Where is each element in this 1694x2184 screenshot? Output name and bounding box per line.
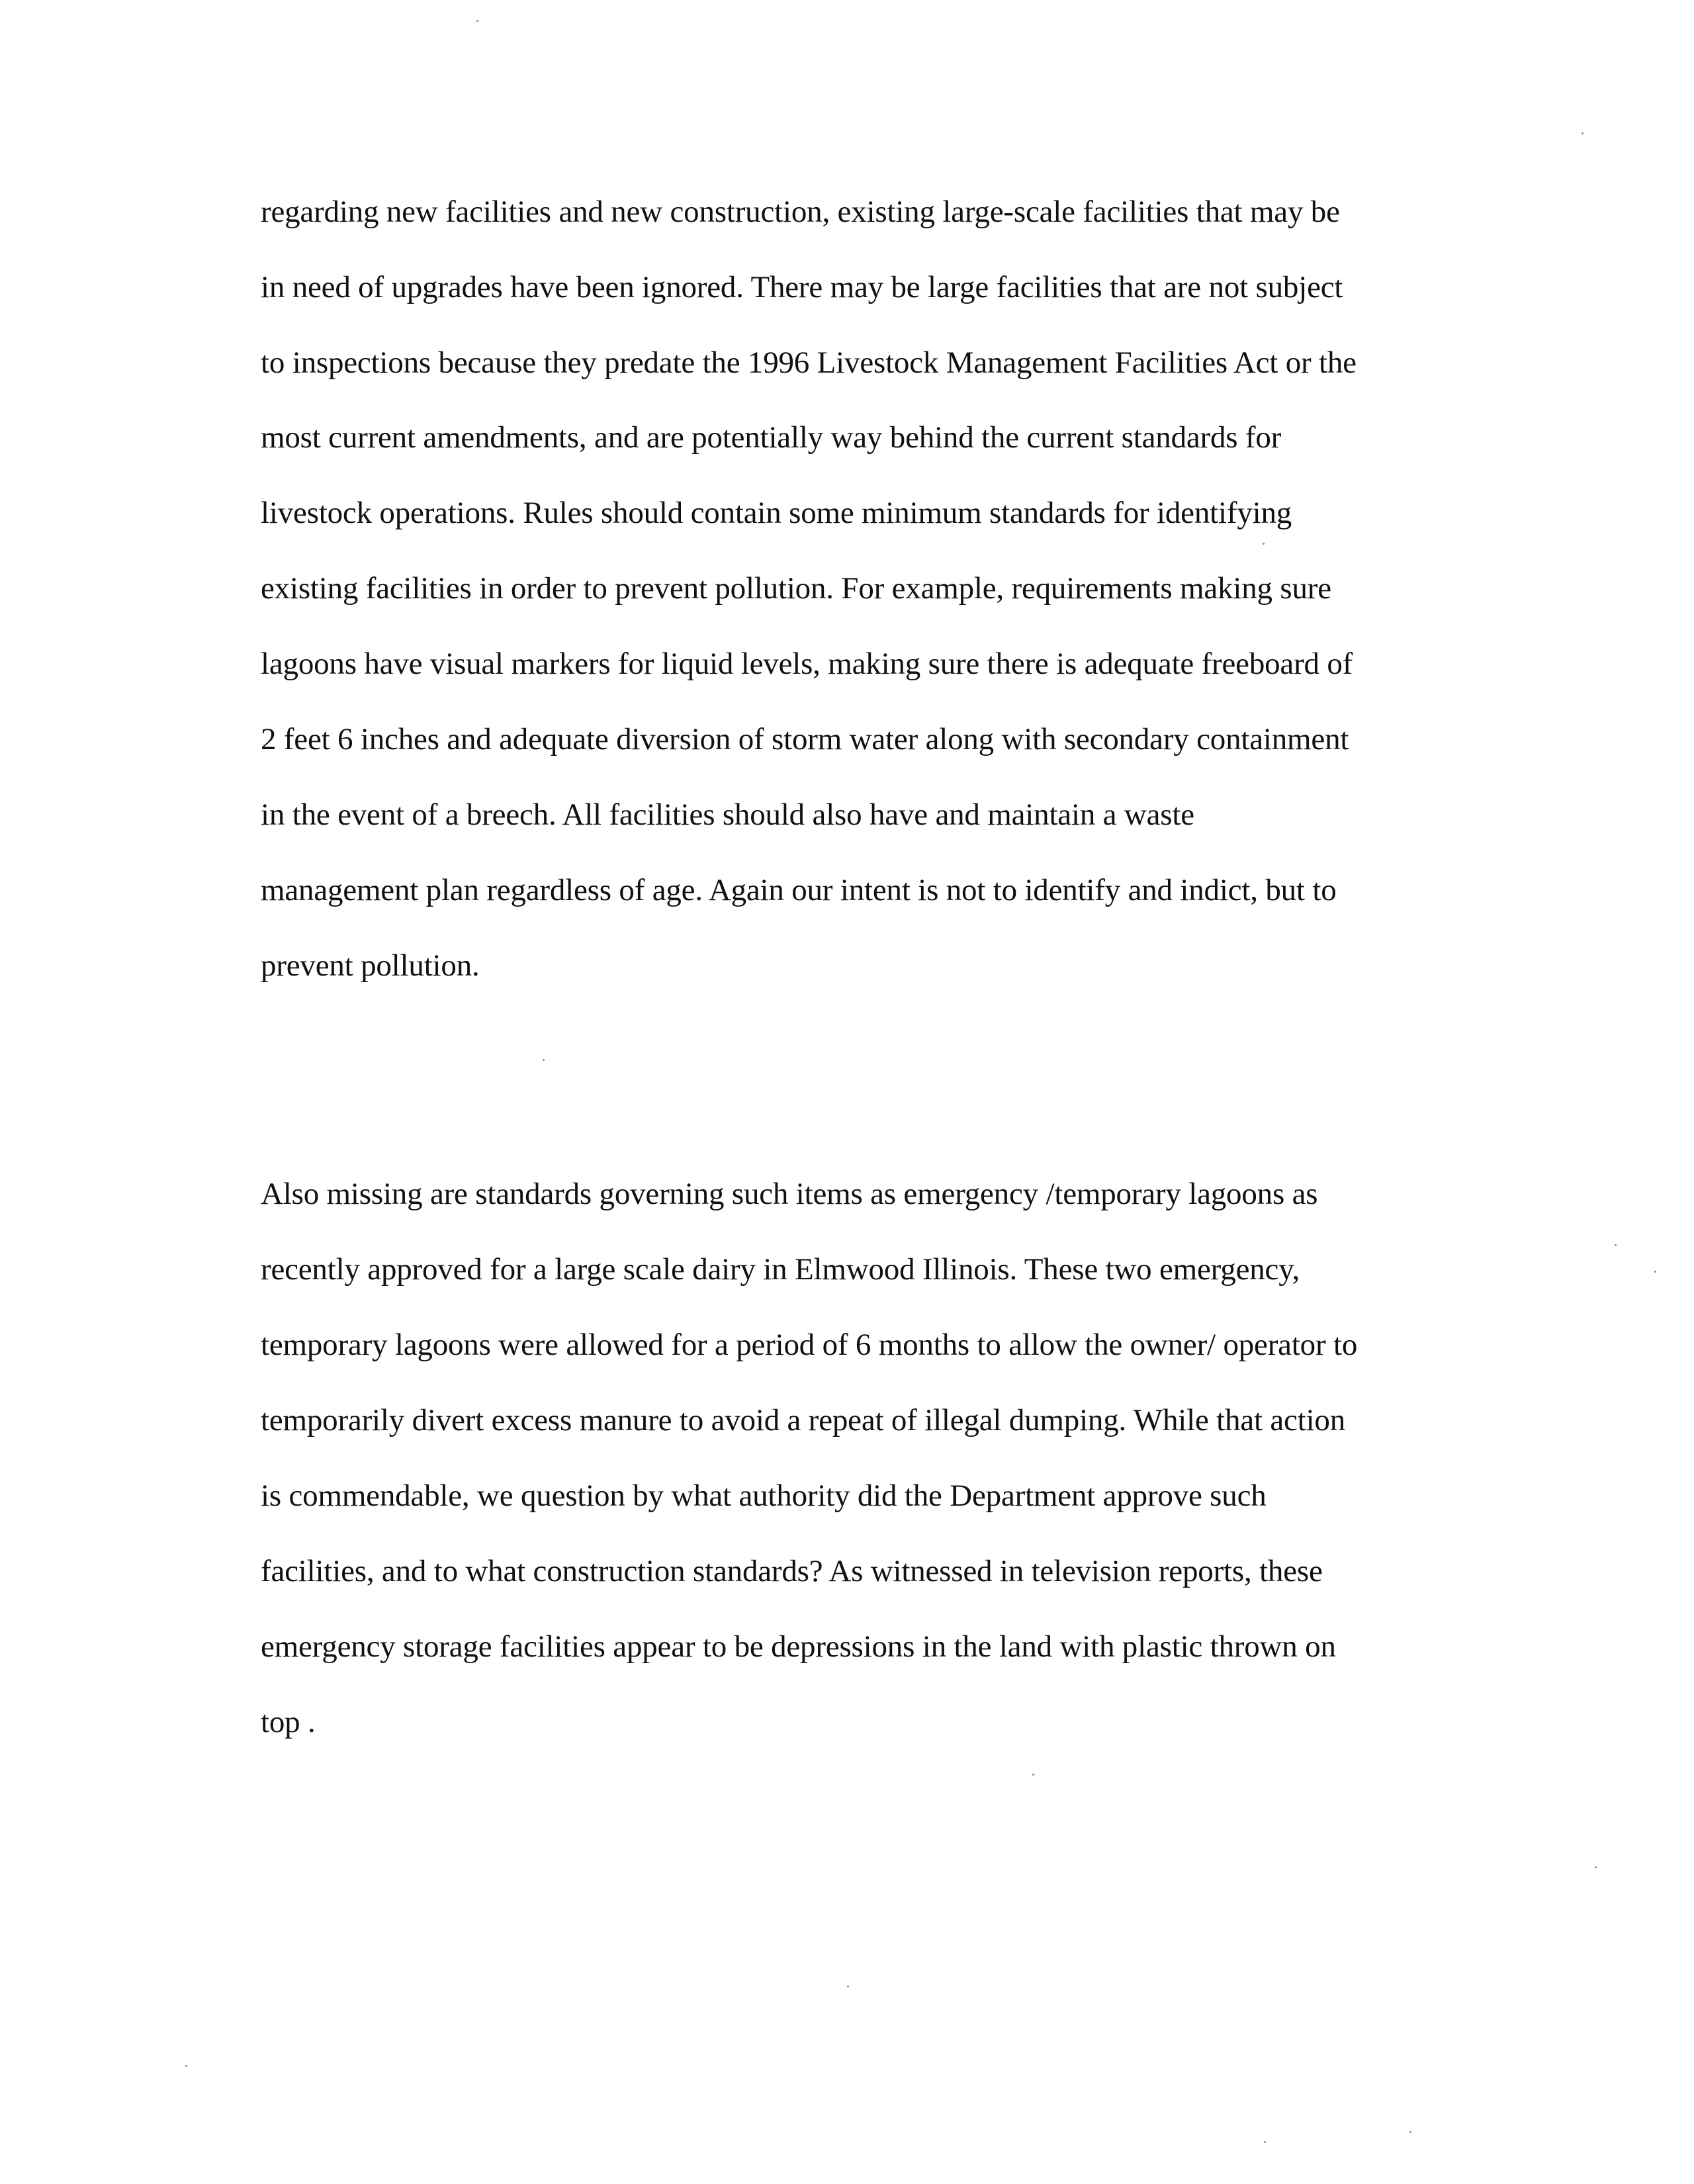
paragraph-line: to inspections because they predate the 1996 Livestock Management Facilities Act or the — [261, 345, 1357, 380]
paragraph-line: lagoons have visual markers for liquid levels, making sure there is adequate freeboard of — [261, 647, 1353, 681]
paragraph-line: Also missing are standards governing such items as emergency /temporary lagoons as — [261, 1177, 1318, 1211]
paragraph-line: in the event of a breech. All facilities should also have and maintain a waste — [261, 797, 1194, 832]
paragraph-line: temporary lagoons were allowed for a period of 6 months to allow the owner/ operator to — [261, 1328, 1358, 1362]
paragraph-line: most current amendments, and are potentially way behind the current standards for — [261, 420, 1282, 455]
paragraph-line: recently approved for a large scale dairy in Elmwood Illinois. These two emergency, — [261, 1252, 1300, 1287]
paragraph-line: livestock operations. Rules should contain some minimum standards for identifying — [261, 496, 1292, 530]
scan-speck — [185, 2065, 187, 2067]
paragraph-line: temporarily divert excess manure to avoid a repeat of illegal dumping. While that action — [261, 1403, 1346, 1437]
paragraph-line: prevent pollution. — [261, 948, 480, 983]
scan-speck — [1032, 1774, 1034, 1776]
scan-speck — [1595, 1866, 1597, 1868]
paragraph-line: emergency storage facilities appear to be depressions in the land with plastic thrown on — [261, 1629, 1336, 1664]
paragraph-line: facilities, and to what construction standards? As witnessed in television reports, these — [261, 1554, 1323, 1588]
paragraph-line: regarding new facilities and new construction, existing large-scale facilities that may be — [261, 195, 1340, 229]
scan-speck — [1264, 2141, 1266, 2143]
paragraph-line: 2 feet 6 inches and adequate diversion of storm water along with secondary containment — [261, 722, 1349, 756]
scan-speck — [1409, 2131, 1411, 2133]
paragraph-line: in need of upgrades have been ignored. There may be large facilities that are not subject — [261, 270, 1343, 304]
scan-speck — [1582, 132, 1583, 134]
scan-speck — [1263, 543, 1265, 545]
paragraph-line: existing facilities in order to prevent pollution. For example, requirements making sure — [261, 571, 1331, 606]
paragraph-line: top . — [261, 1705, 316, 1739]
scan-speck — [1654, 1271, 1656, 1273]
scan-speck — [847, 1985, 849, 1987]
scan-speck — [543, 1059, 545, 1061]
scan-speck — [476, 20, 478, 22]
paragraph-line: management plan regardless of age. Again our intent is not to identify and indict, but to — [261, 873, 1337, 907]
paragraph-line: is commendable, we question by what authority did the Department approve such — [261, 1479, 1267, 1513]
scan-speck — [1615, 1244, 1617, 1246]
